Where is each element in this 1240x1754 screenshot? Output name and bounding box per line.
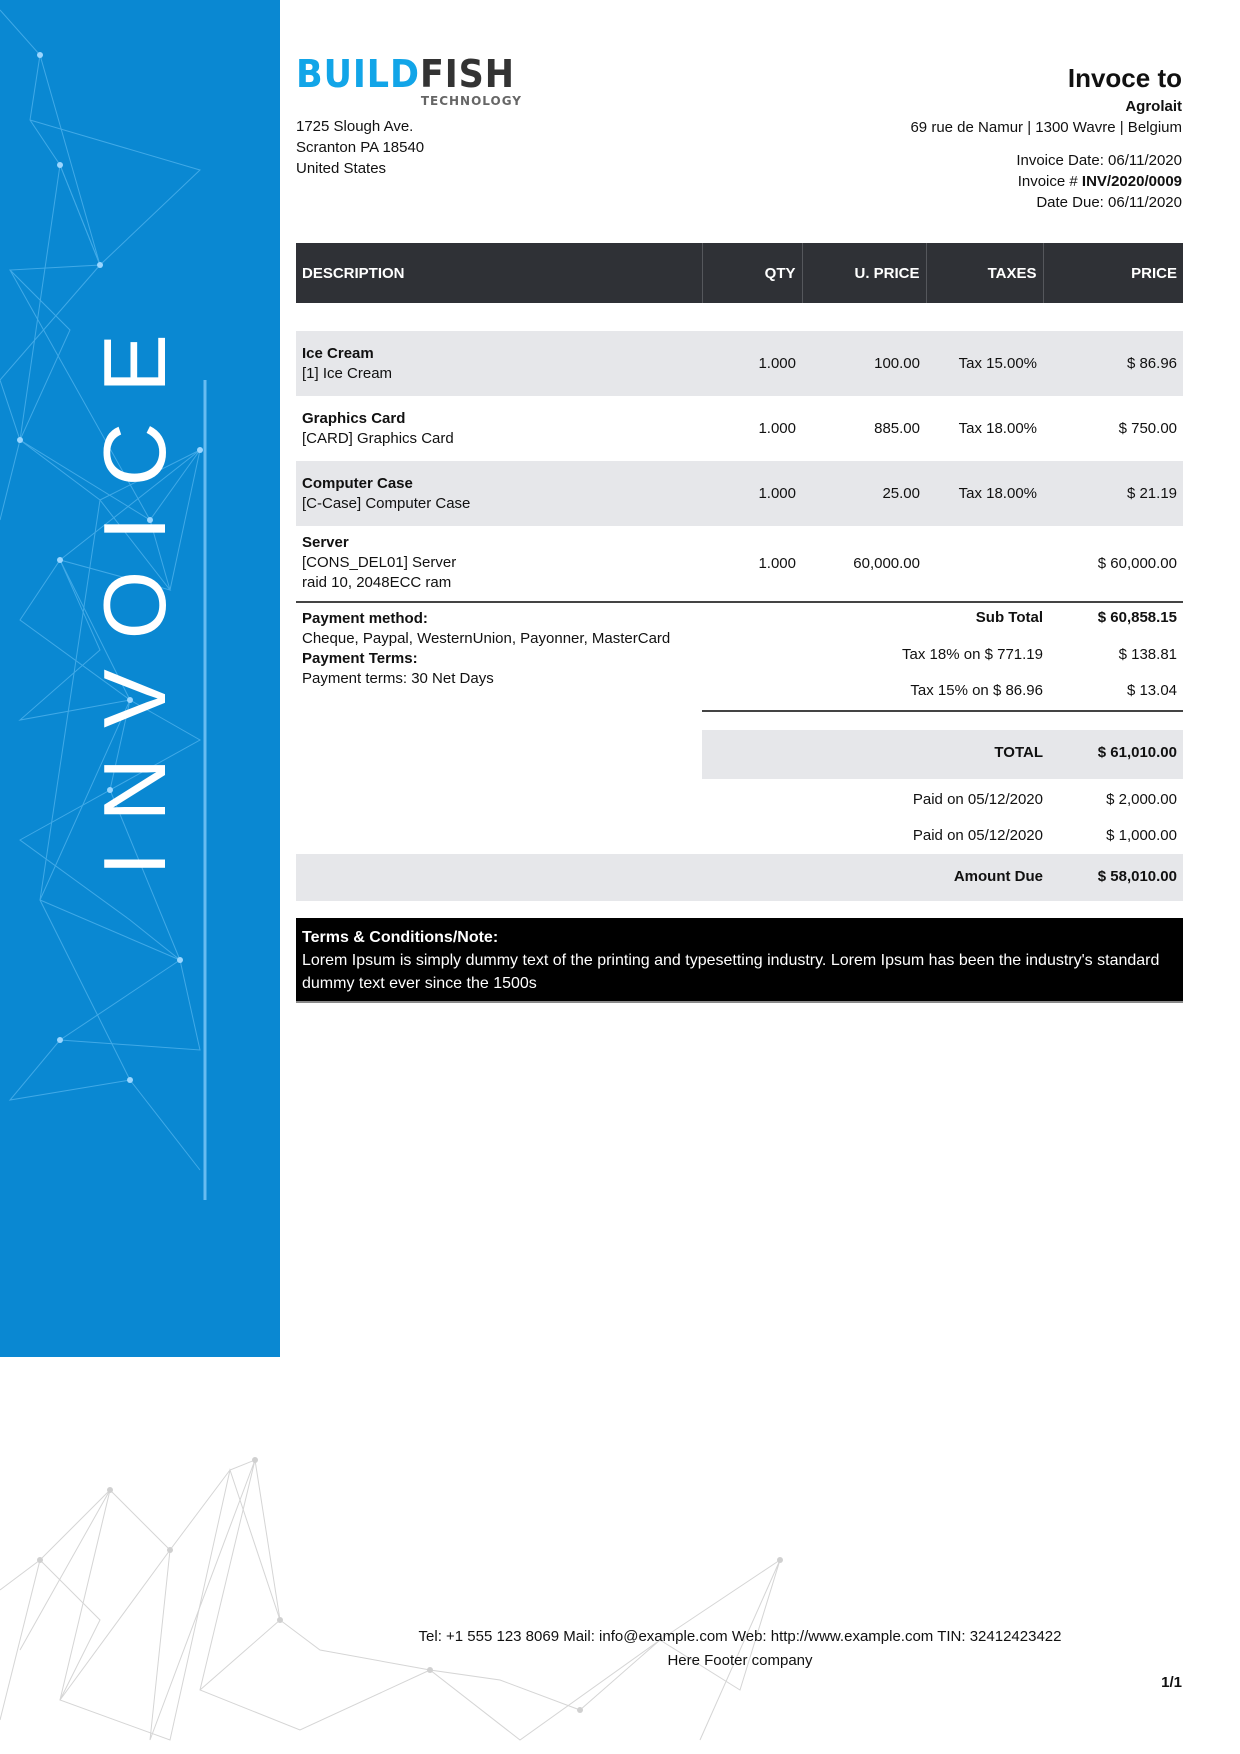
item-name: Computer Case <box>302 474 413 492</box>
col-header-unit-price: U. PRICE <box>802 243 926 303</box>
item-price: $ 60,000.00 <box>1097 554 1177 572</box>
invoice-date-value: 06/11/2020 <box>1108 152 1182 169</box>
item-description: [C-Case] Computer Case <box>302 494 471 512</box>
footer-company: Here Footer company <box>667 1652 813 1669</box>
item-description-extra: raid 10, 2048ECC ram <box>302 574 452 591</box>
tax-row <box>702 682 1183 706</box>
subtotal-value: $ 60,858.15 <box>1097 609 1177 626</box>
customer-name: Agrolait <box>1125 98 1182 115</box>
table-row <box>296 526 1183 600</box>
item-description: [CARD] Graphics Card <box>302 429 454 447</box>
item-qty: 1.000 <box>702 461 802 526</box>
invoice-number-label: Invoice # <box>1017 173 1078 190</box>
invoice-summary <box>296 601 1183 901</box>
tax-value: $ 13.04 <box>1126 682 1177 699</box>
table-row <box>296 331 1183 396</box>
item-qty: 1.000 <box>758 554 796 572</box>
company-address-line: United States <box>296 160 387 177</box>
tax-row <box>702 646 1183 670</box>
item-name: Graphics Card <box>302 409 406 427</box>
tax-value: $ 138.81 <box>1118 646 1177 663</box>
customer-address: 69 rue de Namur | 1300 Wavre | Belgium <box>910 119 1182 136</box>
due-date <box>910 192 1182 213</box>
item-name: Server <box>302 534 349 551</box>
due-date-label: Date Due: <box>1036 194 1104 211</box>
payment-method-label: Payment method: <box>302 610 428 627</box>
amount-due-label: Amount Due <box>953 868 1043 885</box>
invoice-number <box>910 171 1182 192</box>
col-header-price: PRICE <box>1043 243 1183 303</box>
item-unit-price: 100.00 <box>802 331 926 396</box>
item-price: $ 750.00 <box>1118 420 1177 437</box>
bill-to-heading: Invoce to <box>1067 63 1182 93</box>
page-number: 1/1 <box>1161 1674 1182 1691</box>
terms-note-box <box>296 918 1183 1003</box>
company-address-line: Scranton PA 18540 <box>296 139 425 156</box>
paid-label: Paid on 05/12/2020 <box>912 827 1043 844</box>
tax-label: Tax 18% on $ 771.19 <box>902 646 1043 663</box>
payment-terms-label: Payment Terms: <box>302 650 418 667</box>
table-header-row <box>296 243 1183 303</box>
table-row <box>296 461 1183 526</box>
paid-value: $ 1,000.00 <box>1106 827 1177 844</box>
col-header-description: DESCRIPTION <box>296 243 702 303</box>
terms-title: Terms & Conditions/Note: <box>302 929 499 946</box>
item-qty: 1.000 <box>758 420 796 437</box>
logo-word-fish: FISH <box>419 52 515 96</box>
terms-text: Lorem Ipsum is simply dummy text of the printing and typesetting industry. Lorem Ipsum has been the industry's standard dummy text ever since the 1500s <box>302 952 1160 992</box>
company-address <box>296 116 424 179</box>
col-header-taxes: TAXES <box>926 243 1043 303</box>
item-unit-price: 25.00 <box>802 461 926 526</box>
subtotal-row <box>702 609 1183 633</box>
company-address-line: 1725 Slough Ave. <box>296 118 414 135</box>
item-description: [1] Ice Cream <box>302 364 393 382</box>
company-logo <box>296 54 526 110</box>
bill-to-block <box>910 62 1182 213</box>
invoice-date-label: Invoice Date: <box>1016 152 1104 169</box>
payment-terms-value: Payment terms: 30 Net Days <box>302 670 494 687</box>
amount-due-row <box>296 854 1183 901</box>
payment-info <box>302 609 670 689</box>
item-description: [CONS_DEL01] Server <box>302 554 457 571</box>
total-value: $ 61,010.00 <box>1097 744 1177 761</box>
payment-method-value: Cheque, Paypal, WesternUnion, Payonner, MasterCard <box>302 630 671 647</box>
paid-label: Paid on 05/12/2020 <box>912 791 1043 808</box>
invoice-lines-table <box>296 243 1183 600</box>
item-taxes: Tax 15.00% <box>926 331 1043 396</box>
invoice-number-value: INV/2020/0009 <box>1081 173 1182 190</box>
logo-word-build: BUILD <box>296 52 420 96</box>
item-taxes <box>926 526 1043 600</box>
sidebar-title: INVOICE <box>85 304 184 876</box>
item-price: $ 86.96 <box>1043 331 1183 396</box>
item-qty: 1.000 <box>702 331 802 396</box>
table-row <box>296 396 1183 461</box>
item-taxes: Tax 18.00% <box>926 461 1043 526</box>
sidebar-banner <box>0 0 280 1357</box>
amount-due-value: $ 58,010.00 <box>1097 868 1177 885</box>
item-name: Ice Cream <box>302 344 374 362</box>
footer-contact: Tel: +1 555 123 8069 Mail: info@example.com Web: http://www.example.com TIN: 32412423422 <box>418 1628 1062 1645</box>
total-label: TOTAL <box>994 744 1043 761</box>
payment-row <box>702 827 1183 851</box>
bottom-network-decoration <box>0 1440 820 1754</box>
item-unit-price: 885.00 <box>874 420 920 437</box>
paid-value: $ 2,000.00 <box>1106 791 1177 808</box>
item-price: $ 21.19 <box>1043 461 1183 526</box>
tax-label: Tax 15% on $ 86.96 <box>910 682 1043 699</box>
logo-subtitle: TECHNOLOGY <box>420 94 522 108</box>
invoice-date <box>910 150 1182 171</box>
item-unit-price: 60,000.00 <box>853 554 920 572</box>
item-taxes: Tax 18.00% <box>958 420 1037 437</box>
due-date-value: 06/11/2020 <box>1108 194 1182 211</box>
col-header-qty: QTY <box>702 243 802 303</box>
payment-row <box>702 791 1183 815</box>
subtotal-label: Sub Total <box>975 609 1043 626</box>
total-row <box>702 730 1183 779</box>
